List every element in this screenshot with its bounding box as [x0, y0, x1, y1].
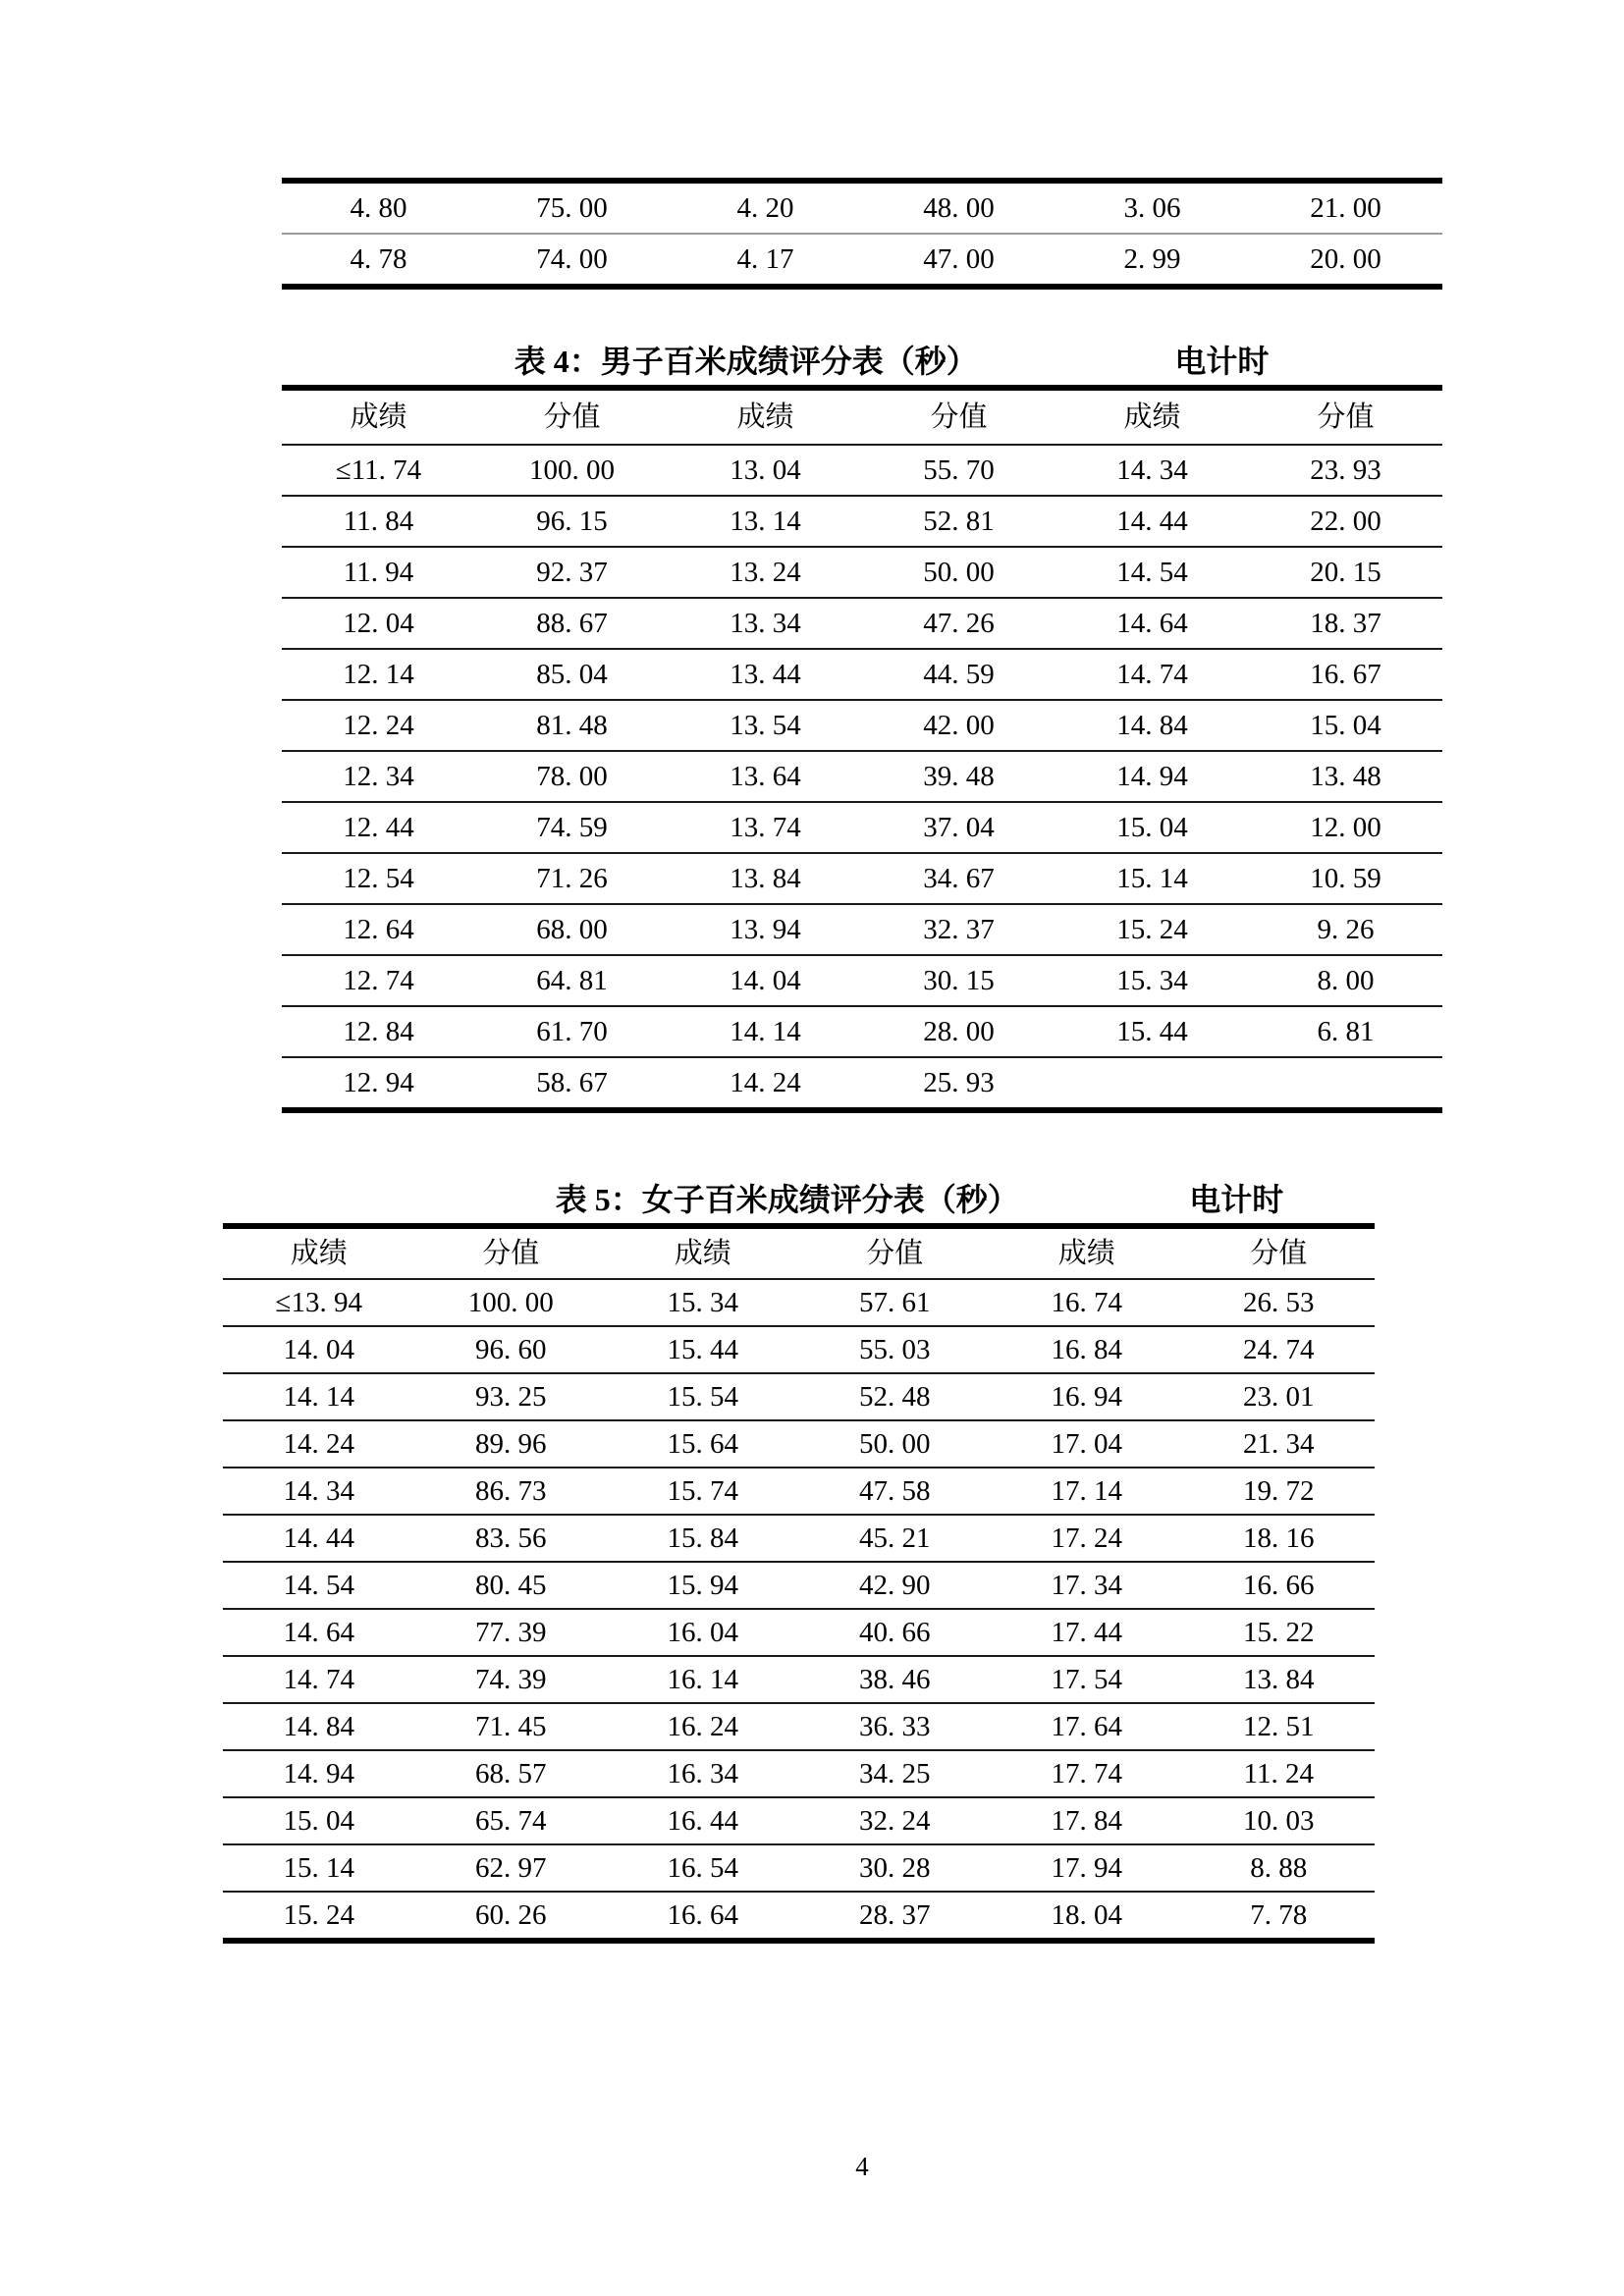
- table-cell: 30. 28: [859, 1852, 931, 1884]
- table-cell: 58. 67: [536, 1067, 608, 1098]
- table-cell: 15. 04: [1310, 710, 1381, 741]
- table-cell: 2. 99: [1123, 243, 1181, 275]
- table-cell: 83. 56: [475, 1522, 547, 1554]
- header-cell: 分值: [1317, 401, 1375, 433]
- table-cell: 13. 44: [730, 659, 801, 690]
- table-row: [223, 1751, 1375, 1798]
- table4-caption: [282, 340, 1442, 383]
- table-cell: 15. 04: [283, 1805, 354, 1837]
- table-cell: 40. 66: [859, 1617, 931, 1648]
- table-cell: 14. 14: [283, 1381, 354, 1413]
- table-cell: 15. 24: [1116, 914, 1188, 945]
- table-cell: 74. 39: [475, 1664, 547, 1695]
- table-cell: 17. 94: [1051, 1852, 1122, 1884]
- table-cell: 96. 15: [536, 506, 608, 537]
- table-cell: ≤11. 74: [335, 454, 422, 486]
- table-cell: 7. 78: [1250, 1899, 1308, 1931]
- table-cell: 77. 39: [475, 1617, 547, 1648]
- table-cell: 47. 00: [923, 243, 995, 275]
- table-cell: 78. 00: [536, 761, 608, 792]
- table5-body: [223, 1280, 1375, 1938]
- table-cell: 16. 67: [1310, 659, 1381, 690]
- header-cell: 分值: [543, 401, 601, 433]
- table-cell: 13. 48: [1310, 761, 1381, 792]
- table-cell: 10. 03: [1243, 1805, 1315, 1837]
- table-cell: 9. 26: [1317, 914, 1375, 945]
- table-cell: 19. 72: [1243, 1475, 1315, 1507]
- table-cell: 15. 54: [667, 1381, 738, 1413]
- table-cell: 13. 84: [730, 863, 801, 894]
- table-row: [282, 599, 1442, 650]
- table-cell: 52. 48: [859, 1381, 931, 1413]
- table-cell: 12. 54: [343, 863, 414, 894]
- table-row: [282, 446, 1442, 497]
- table-row: [282, 1007, 1442, 1058]
- table-cell: 88. 67: [536, 608, 608, 639]
- table-cell: 15. 14: [1116, 863, 1188, 894]
- table-cell: 23. 01: [1243, 1381, 1315, 1413]
- previous-table-fragment: [282, 178, 1442, 290]
- table-cell: 14. 34: [1116, 454, 1188, 486]
- table-cell: 81. 48: [536, 710, 608, 741]
- table-cell: 15. 14: [283, 1852, 354, 1884]
- table-cell: 47. 58: [859, 1475, 931, 1507]
- table-cell: 71. 26: [536, 863, 608, 894]
- table-cell: 12. 64: [343, 914, 414, 945]
- table-cell: 15. 24: [283, 1899, 354, 1931]
- table-row: [282, 497, 1442, 548]
- table-cell: 16. 44: [667, 1805, 738, 1837]
- table4: [282, 385, 1442, 1113]
- table-cell: 89. 96: [475, 1428, 547, 1460]
- table-cell: 34. 25: [859, 1758, 931, 1789]
- table-row: [282, 752, 1442, 803]
- table-cell: 15. 94: [667, 1570, 738, 1601]
- table-cell: 14. 64: [1116, 608, 1188, 639]
- table-cell: 14. 64: [283, 1617, 354, 1648]
- page-number: 4: [855, 2152, 869, 2181]
- table-cell: 13. 54: [730, 710, 801, 741]
- header-cell: 分值: [1250, 1238, 1308, 1269]
- table5-header-row: [223, 1229, 1375, 1280]
- table-row: [223, 1704, 1375, 1751]
- table-row: [282, 701, 1442, 752]
- header-cell: 成绩: [736, 401, 794, 433]
- table-cell: 61. 70: [536, 1016, 608, 1047]
- table-cell: 4. 17: [736, 243, 794, 275]
- table-cell: 6. 81: [1317, 1016, 1375, 1047]
- table-cell: 52. 81: [923, 506, 995, 537]
- table-cell: 60. 26: [475, 1899, 547, 1931]
- table-cell: 16. 74: [1051, 1287, 1122, 1318]
- table5: [223, 1223, 1375, 1944]
- table4-body: [282, 446, 1442, 1107]
- table-cell: 24. 74: [1243, 1334, 1315, 1365]
- table-cell: 15. 74: [667, 1475, 738, 1507]
- table-cell: 26. 53: [1243, 1287, 1315, 1318]
- table-cell: 14. 84: [1116, 710, 1188, 741]
- table-cell: 14. 44: [283, 1522, 354, 1554]
- table-cell: 13. 84: [1243, 1664, 1315, 1695]
- table-row: [223, 1893, 1375, 1938]
- table-row: [223, 1610, 1375, 1657]
- table-cell: 85. 04: [536, 659, 608, 690]
- table-cell: 16. 64: [667, 1899, 738, 1931]
- table-cell: 30. 15: [923, 965, 995, 996]
- table-cell: 14. 44: [1116, 506, 1188, 537]
- table-cell: 13. 14: [730, 506, 801, 537]
- table-row: [282, 803, 1442, 854]
- table-cell: 18. 04: [1051, 1899, 1122, 1931]
- table-cell: 39. 48: [923, 761, 995, 792]
- table-cell: 14. 04: [283, 1334, 354, 1365]
- table-cell: 14. 74: [1116, 659, 1188, 690]
- table-row: [282, 235, 1442, 284]
- table-cell: 11. 94: [343, 557, 414, 588]
- table-row: [223, 1563, 1375, 1610]
- table-cell: 37. 04: [923, 812, 995, 843]
- table-row: [223, 1280, 1375, 1327]
- table-cell: 13. 64: [730, 761, 801, 792]
- table-cell: 14. 54: [1116, 557, 1188, 588]
- table-cell: 17. 34: [1051, 1570, 1122, 1601]
- table-cell: 42. 00: [923, 710, 995, 741]
- table4-timing-label: 电计时: [1174, 344, 1270, 379]
- table-cell: 13. 24: [730, 557, 801, 588]
- header-cell: 成绩: [350, 401, 407, 433]
- table-cell: 11. 84: [343, 506, 414, 537]
- table-cell: 14. 34: [283, 1475, 354, 1507]
- table-cell: 55. 70: [923, 454, 995, 486]
- table-row: [223, 1327, 1375, 1374]
- table-cell: 48. 00: [923, 192, 995, 224]
- table-cell: 13. 04: [730, 454, 801, 486]
- table-cell: 17. 04: [1051, 1428, 1122, 1460]
- table-cell: 10. 59: [1310, 863, 1381, 894]
- table-row: [282, 905, 1442, 956]
- table-cell: 17. 84: [1051, 1805, 1122, 1837]
- header-cell: 分值: [930, 401, 988, 433]
- table-cell: [1056, 1058, 1249, 1107]
- table-cell: 36. 33: [859, 1711, 931, 1742]
- table-cell: 68. 00: [536, 914, 608, 945]
- table-row: [223, 1421, 1375, 1468]
- table-cell: 14. 24: [730, 1067, 801, 1098]
- table-cell: 14. 94: [1116, 761, 1188, 792]
- table-cell: 16. 66: [1243, 1570, 1315, 1601]
- table-cell: 34. 67: [923, 863, 995, 894]
- table-cell: [1249, 1058, 1442, 1107]
- table-row: [282, 548, 1442, 599]
- table-cell: 32. 37: [923, 914, 995, 945]
- table-cell: 74. 59: [536, 812, 608, 843]
- table-cell: 17. 64: [1051, 1711, 1122, 1742]
- table-cell: 14. 54: [283, 1570, 354, 1601]
- header-cell: 成绩: [290, 1238, 348, 1269]
- table-cell: 16. 24: [667, 1711, 738, 1742]
- table-cell: 25. 93: [923, 1067, 995, 1098]
- table-cell: 42. 90: [859, 1570, 931, 1601]
- table4-title: 表 4：男子百米成绩评分表（秒）: [514, 344, 978, 379]
- table-cell: 17. 44: [1051, 1617, 1122, 1648]
- table4-header-row: [282, 391, 1442, 446]
- table-cell: 22. 00: [1310, 506, 1381, 537]
- table-cell: 14. 14: [730, 1016, 801, 1047]
- table-cell: 12. 44: [343, 812, 414, 843]
- table-cell: 15. 34: [667, 1287, 738, 1318]
- table-cell: 12. 51: [1243, 1711, 1315, 1742]
- table-cell: 21. 00: [1310, 192, 1381, 224]
- table-cell: 16. 84: [1051, 1334, 1122, 1365]
- table-cell: 44. 59: [923, 659, 995, 690]
- table-cell: 14. 04: [730, 965, 801, 996]
- table-cell: 18. 37: [1310, 608, 1381, 639]
- table-cell: ≤13. 94: [275, 1287, 362, 1318]
- table-cell: 71. 45: [475, 1711, 547, 1742]
- table-cell: 57. 61: [859, 1287, 931, 1318]
- table-cell: 4. 78: [350, 243, 407, 275]
- table-cell: 15. 64: [667, 1428, 738, 1460]
- header-cell: 成绩: [674, 1238, 731, 1269]
- table-cell: 12. 94: [343, 1067, 414, 1098]
- table-cell: 17. 14: [1051, 1475, 1122, 1507]
- table-cell: 62. 97: [475, 1852, 547, 1884]
- table-cell: 13. 94: [730, 914, 801, 945]
- table5-timing-label: 电计时: [1189, 1182, 1284, 1217]
- table-cell: 92. 37: [536, 557, 608, 588]
- table-cell: 50. 00: [859, 1428, 931, 1460]
- table-cell: 75. 00: [536, 192, 608, 224]
- table-cell: 15. 22: [1243, 1617, 1315, 1648]
- header-cell: 分值: [866, 1238, 924, 1269]
- table-row: [282, 184, 1442, 235]
- table-cell: 15. 34: [1116, 965, 1188, 996]
- table-cell: 20. 00: [1310, 243, 1381, 275]
- table-cell: 16. 94: [1051, 1381, 1122, 1413]
- table-cell: 28. 37: [859, 1899, 931, 1931]
- table-cell: 96. 60: [475, 1334, 547, 1365]
- table-cell: 50. 00: [923, 557, 995, 588]
- table-cell: 14. 94: [283, 1758, 354, 1789]
- table-cell: 4. 80: [350, 192, 407, 224]
- table-row: [223, 1798, 1375, 1845]
- table-cell: 38. 46: [859, 1664, 931, 1695]
- table-cell: 16. 14: [667, 1664, 738, 1695]
- table-row: [223, 1374, 1375, 1421]
- table-cell: 47. 26: [923, 608, 995, 639]
- table-cell: 12. 00: [1310, 812, 1381, 843]
- table-cell: 14. 24: [283, 1428, 354, 1460]
- table-cell: 12. 74: [343, 965, 414, 996]
- table-cell: 13. 74: [730, 812, 801, 843]
- table-cell: 86. 73: [475, 1475, 547, 1507]
- table5-caption: [223, 1178, 1375, 1221]
- table-cell: 80. 45: [475, 1570, 547, 1601]
- table-cell: 100. 00: [529, 454, 615, 486]
- header-cell: 成绩: [1057, 1238, 1115, 1269]
- table-cell: 12. 84: [343, 1016, 414, 1047]
- table-cell: 17. 54: [1051, 1664, 1122, 1695]
- table-cell: 17. 24: [1051, 1522, 1122, 1554]
- table-cell: 74. 00: [536, 243, 608, 275]
- table-cell: 11. 24: [1243, 1758, 1314, 1789]
- table-cell: 18. 16: [1243, 1522, 1315, 1554]
- table-row: [282, 956, 1442, 1007]
- table-row: [223, 1845, 1375, 1893]
- table-cell: 45. 21: [859, 1522, 931, 1554]
- table-cell: 64. 81: [536, 965, 608, 996]
- table-cell: 23. 93: [1310, 454, 1381, 486]
- table-cell: 14. 84: [283, 1711, 354, 1742]
- table-cell: 8. 88: [1250, 1852, 1308, 1884]
- table-cell: 12. 14: [343, 659, 414, 690]
- table-cell: 28. 00: [923, 1016, 995, 1047]
- table-cell: 15. 44: [1116, 1016, 1188, 1047]
- table-cell: 20. 15: [1310, 557, 1381, 588]
- header-cell: 分值: [482, 1238, 540, 1269]
- table-cell: 16. 34: [667, 1758, 738, 1789]
- table-row: [223, 1516, 1375, 1563]
- table-cell: 93. 25: [475, 1381, 547, 1413]
- table-cell: 16. 54: [667, 1852, 738, 1884]
- table-row: [282, 650, 1442, 701]
- table5-title: 表 5：女子百米成绩评分表（秒）: [555, 1182, 1019, 1217]
- table-cell: 14. 74: [283, 1664, 354, 1695]
- table-row: [223, 1657, 1375, 1704]
- header-cell: 成绩: [1123, 401, 1181, 433]
- table-cell: 13. 34: [730, 608, 801, 639]
- table-cell: 8. 00: [1317, 965, 1375, 996]
- table-cell: 3. 06: [1123, 192, 1181, 224]
- table-row: [282, 1058, 1442, 1107]
- table-cell: 68. 57: [475, 1758, 547, 1789]
- table-cell: 32. 24: [859, 1805, 931, 1837]
- table-cell: 4. 20: [736, 192, 794, 224]
- table-cell: 12. 24: [343, 710, 414, 741]
- table-cell: 100. 00: [467, 1287, 554, 1318]
- table-cell: 12. 34: [343, 761, 414, 792]
- table-cell: 15. 44: [667, 1334, 738, 1365]
- table-row: [223, 1468, 1375, 1516]
- table-cell: 16. 04: [667, 1617, 738, 1648]
- table-cell: 15. 04: [1116, 812, 1188, 843]
- table-cell: 55. 03: [859, 1334, 931, 1365]
- table-cell: 12. 04: [343, 608, 414, 639]
- table-cell: 65. 74: [475, 1805, 547, 1837]
- table-cell: 17. 74: [1051, 1758, 1122, 1789]
- table-cell: 15. 84: [667, 1522, 738, 1554]
- table-row: [282, 854, 1442, 905]
- table-cell: 21. 34: [1243, 1428, 1315, 1460]
